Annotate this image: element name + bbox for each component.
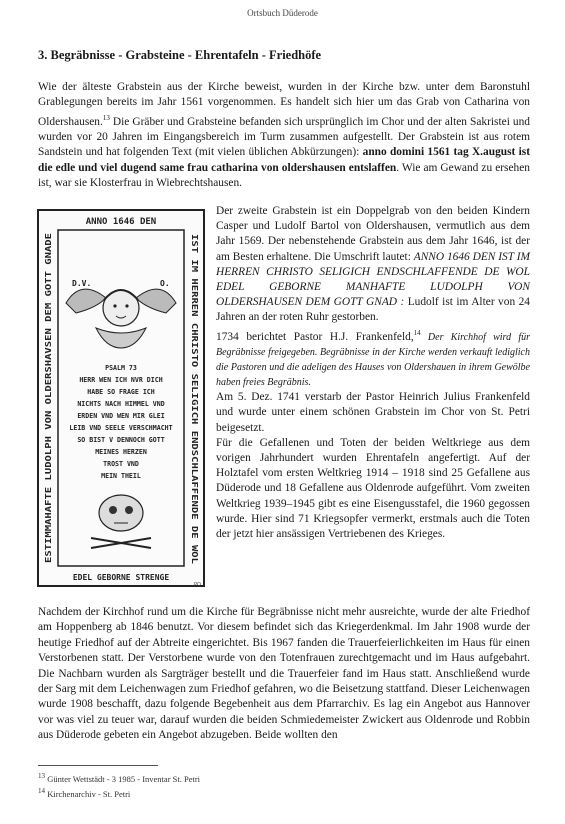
psalm-line: MEIN THEIL xyxy=(101,472,141,480)
tablet-right-text: IST IM HERREN CHRISTO SELIGICH ENDSCHLAFFENDE DE WOL xyxy=(190,234,199,485)
tablet-initials-right: O. xyxy=(160,279,170,288)
footnote-13 xyxy=(38,770,200,785)
footnote-text: Günter Wettstädt - 3 1985 - Inventar St. Petri xyxy=(45,773,201,784)
psalm-line: LEIB VND SEELE VERSCHMACHT xyxy=(69,424,173,432)
right-column xyxy=(216,204,530,542)
gravestone-illustration xyxy=(36,208,206,588)
footnote-number: 13 xyxy=(38,772,46,780)
frankenfeld-paragraph xyxy=(216,326,530,391)
cemetery-paragraph: Nachdem der Kirchhof rund um die Kirche für Begräbnisse nicht mehr ausreichte, wurde der alte Friedhof am Hoppenberg ab 1846 benutzt. Vor diesem befindet sich das Kriegerdenkmal. Im Jahr 1908 wurde der heutige Friedhof auf der Abtreite eingerichtet. Bis 1967 fanden die Trauerfeierlichkeiten im Haus für einen Verstorbenen statt. Der Verstorbene wurde von den Totenfrauen zurechtgemacht und im Haus aufgebahrt. Die Nachbarn wurden als Sargträger bestellt und die Trauerfeier fand im Haus statt. Anschließend wurde der Sarg mit dem Leichenwagen zum Friedhof gefahren, wo die Beisetzung stattfand. Dieser Leichenwagen wurde 1908 beschafft, dazu folgende Begebenheit aus dem Pfarrarchiv. Es lag ein Angebot aus Hannover vor was viel zu teuer war, darauf wurden die beiden Schmiedemeister Zwickert aus Oldenrode und Robbin aus Düderode gebeten ein Angebot abzugeben. Beide wollten den xyxy=(38,606,530,742)
tablet-mark: PO xyxy=(194,582,201,588)
psalm-line: SO BIST V DENNOCH GOTT xyxy=(77,436,165,444)
psalm-line: TROST VND xyxy=(103,460,139,468)
frankenfeld-quote: Der Kirchhof wird für Begräbnisse freigegeben. Begräbnisse in der Kirche werden verkauft lediglich die Pastoren und die adeligen des Hauses von Oldershauen in ihrem Gewölbe haben freies Begräbnis. xyxy=(216,331,530,389)
section-title: 3. Begräbnisse - Grabsteine - Ehrentafeln - Friedhöfe xyxy=(38,48,322,62)
inscription-catharina: anno domini 1561 tag X.august ist die edle und viel dugend same frau catharina von oldershausen entslaffen xyxy=(38,146,530,174)
second-gravestone-text-a: Der zweite Grabstein ist ein Doppelgrab von den beiden Kindern Casper und Ludolf Bartol von Oldershausen, vermutlich aus dem Jahr 1569. Der nebenstehende Grabstein aus dem Jahr 1646, ist der am Besten erhaltene. Die Umschrift lautet: xyxy=(216,205,530,263)
intro-text-b: Die Gräber und Grabsteine befanden sich ursprünglich im Chor und der alten Sakristei und wurden vor 20 Jahren im Eingangsbereich im Turm zusammen aufgestellt. Der Grabstein ist aus rotem Sandstein und hat folgenden Text (mit vielen üblichen Abkürzungen): xyxy=(38,115,530,159)
psalm-line: HERR WEN ICH NVR DICH xyxy=(79,376,163,384)
tablet-left-text: ESTIMMAHAFTE LUDOLPH VON OLDERSHAVSEN DEM GOTT GNADE xyxy=(44,312,53,563)
second-gravestone-paragraph xyxy=(216,204,530,326)
psalm-line: ERDEN VND WEN MIR GLEI xyxy=(77,412,165,420)
psalm-line: HABE SO FRAGE ICH xyxy=(87,388,155,396)
footnote-text: Kirchenarchiv - St. Petri xyxy=(45,788,131,799)
frankenfeld-text: 1734 berichtet Pastor H.J. Frankenfeld, xyxy=(216,330,414,343)
intro-text-c: . Wie am Gewand zu ersehen ist, war sie Klosterfrau in Wiebrechtshausen. xyxy=(38,161,530,190)
intro-text-a: Wie der älteste Grabstein aus der Kirche beweist, wurden in der Kirche bzw. unter dem Baronstuhl Grablegungen bereits im Jahr 1561 vorgenommen. Es handelt sich hier um das Grab von Catharina von Oldershausen. xyxy=(38,81,530,128)
second-gravestone-text-b: Ludolf ist im Alter von 24 Jahren an der roten Ruhr gestorben. xyxy=(216,296,530,324)
psalm-line: NICHTS NACH HIMMEL VND xyxy=(77,400,165,408)
running-head: Ortsbuch Düderode xyxy=(247,8,318,18)
psalm-line: PSALM 73 xyxy=(105,364,137,372)
footnote-ref-14: 14 xyxy=(413,328,421,337)
intro-paragraph xyxy=(38,80,530,192)
footnotes xyxy=(38,770,200,800)
footnote-14 xyxy=(38,785,200,800)
tablet-top-text: ANNO 1646 DEN xyxy=(85,217,157,227)
pastor-death-paragraph: Am 5. Dez. 1741 verstarb der Pastor Heinrich Julius Frankenfeld und wurde unter einem schönen Grabstein im Chor von St. Petri beigesetzt. xyxy=(216,391,530,434)
tablet-initials-left: D.V. xyxy=(72,279,92,288)
footnote-ref-13: 13 xyxy=(102,113,110,122)
psalm-line: MEINES HERZEN xyxy=(95,448,147,456)
memorial-tablets-paragraph: Für die Gefallenen und Toten der beiden Weltkriege aus dem vorigen Jahrhundert wurden Ehrentafeln angefertigt. Auf der Holztafel vom ersten Weltkrieg 1914 – 1918 sind 25 Gefallene aus Düderode und 18 Gefallene aus Oldenrode aufgeführt. Vom zweiten Weltkrieg 1939–1945 gibt es eine Eisengusstafel, die 1960 gegossen wurde. Hier sind 71 Kriegsopfer vermerkt, erstmals auch die Toten der jetzt hier ansässigen Vertriebenen des Krieges. xyxy=(216,436,530,541)
tablet-bottom-text: EDEL GEBORNE STRENGE xyxy=(72,573,170,582)
footnote-divider xyxy=(38,765,158,766)
inscription-ludolph: ANNO 1646 DEN IST IM HERREN CHRISTO SELIGICH ENDSCHLAFFENDE DE WOL EDEL GEBORNE MANHAFTE LUDOLPH VON OLDERSHAUSEN DEM GOTT GNAD : xyxy=(216,250,530,309)
footnote-number: 14 xyxy=(38,786,46,795)
